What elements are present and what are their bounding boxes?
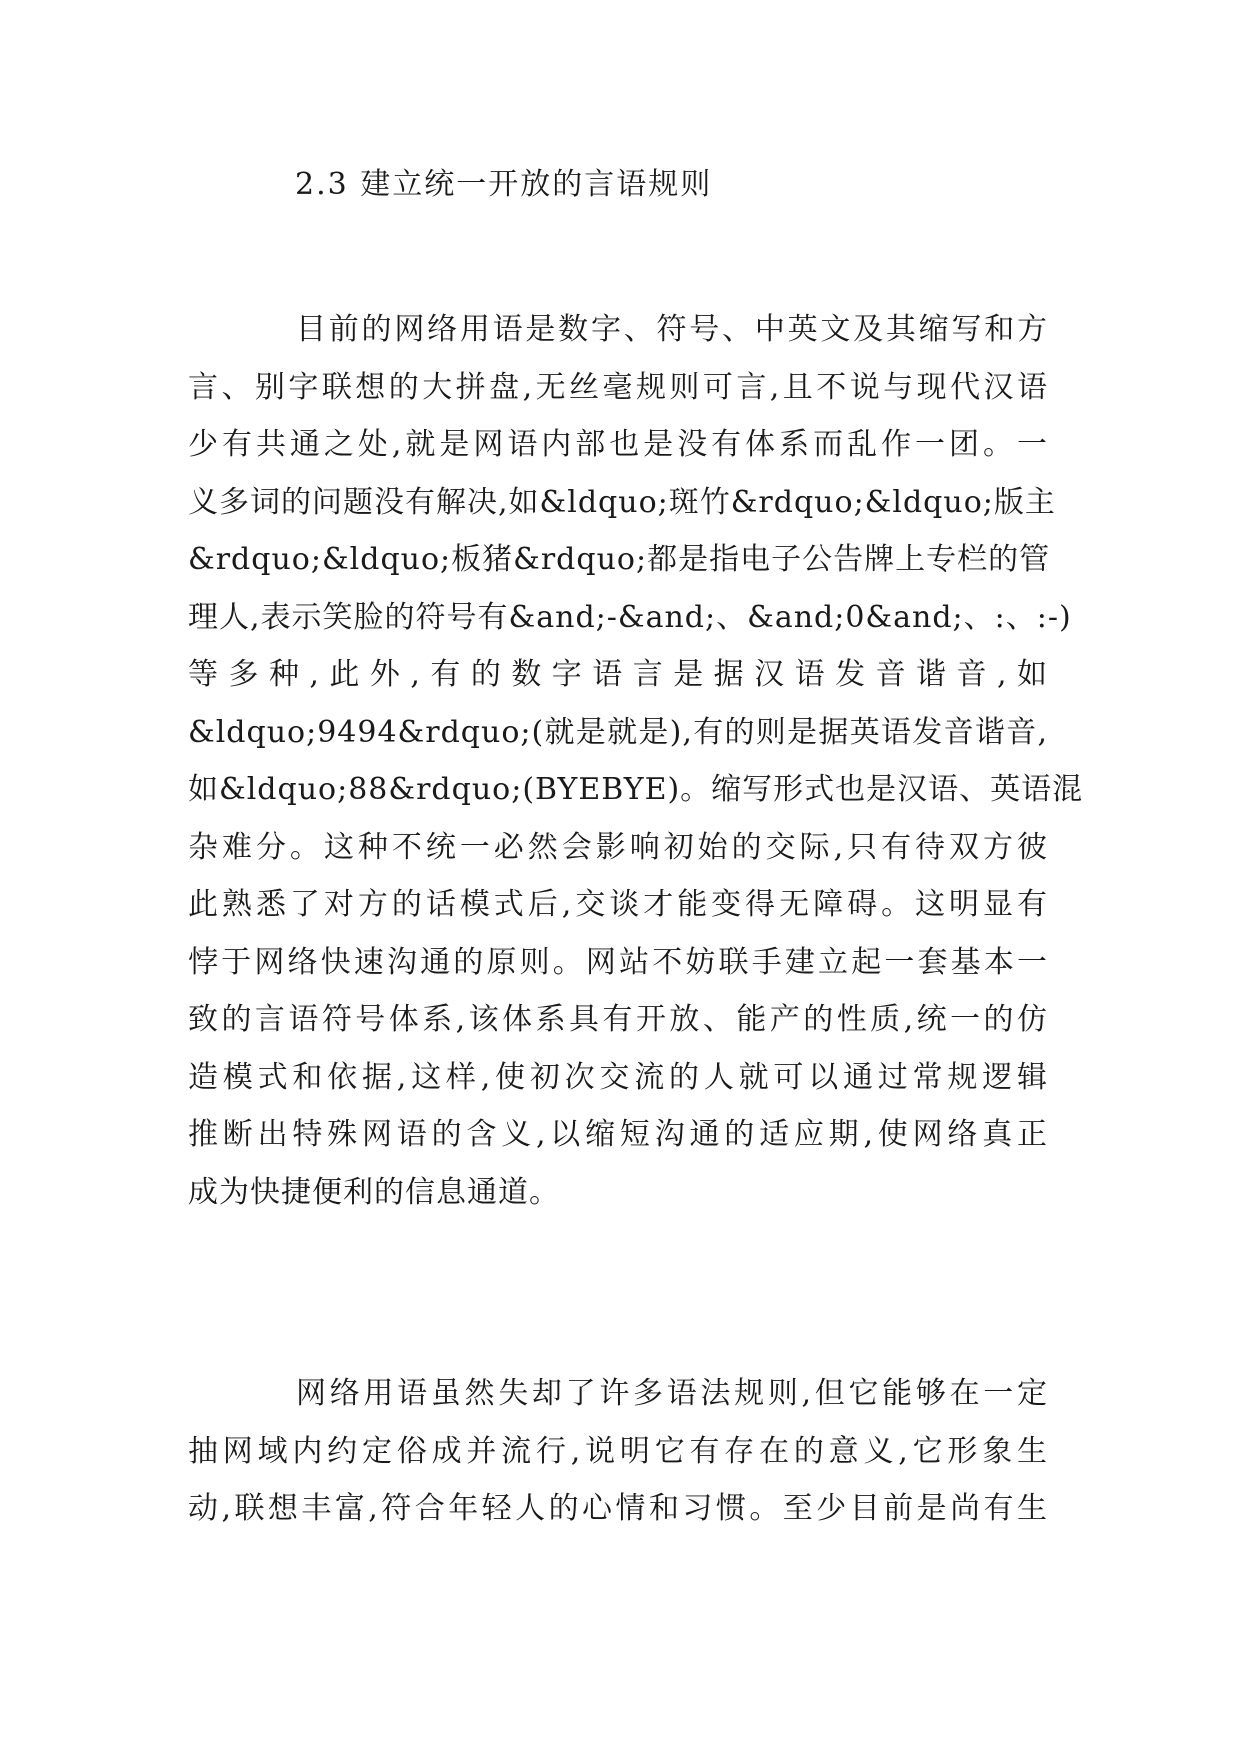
paragraph-1 xyxy=(188,301,1084,1221)
paragraph-line: 目前的网络用语是数字、符号、中英文及其缩写和方 xyxy=(296,312,1048,347)
paragraph-line: 成为快捷便利的信息通道。 xyxy=(188,1174,560,1210)
paragraph-2 xyxy=(188,1365,1048,1538)
paragraph-line: 少有共通之处,就是网语内部也是没有体系而乱作一团。一 xyxy=(188,427,1048,462)
section-heading: 2.3 建立统一开放的言语规则 xyxy=(295,167,713,202)
paragraph-line: 言、别字联想的大拼盘,无丝毫规则可言,且不说与现代汉语 xyxy=(188,369,1048,405)
paragraph-line: 网络用语虽然失却了许多语法规则,但它能够在一定 xyxy=(296,1376,1048,1411)
paragraph-line: 等多种,此外,有的数字语言是据汉语发音谐音,如 xyxy=(188,657,1048,692)
paragraph-line: &rdquo;&ldquo;板猪&rdquo;都是指电子公告牌上专栏的管 xyxy=(188,542,1051,577)
paragraph-line: 动,联想丰富,符合年轻人的心情和习惯。至少目前是尚有生 xyxy=(188,1491,1048,1526)
paragraph-line: 此熟悉了对方的话模式后,交谈才能变得无障碍。这明显有 xyxy=(188,887,1048,922)
paragraph-line: &ldquo;9494&rdquo;(就是就是),有的则是据英语发音谐音, xyxy=(188,714,1048,750)
paragraph-line: 推断出特殊网语的含义,以缩短沟通的适应期,使网络真正 xyxy=(188,1117,1048,1152)
paragraph-line: 造模式和依据,这样,使初次交流的人就可以通过常规逻辑 xyxy=(188,1059,1048,1095)
paragraph-line: 致的言语符号体系,该体系具有开放、能产的性质,统一的仿 xyxy=(188,1002,1048,1037)
paragraph-line: 悖于网络快速沟通的原则。网站不妨联手建立起一套基本一 xyxy=(188,944,1048,980)
paragraph-line: 义多词的问题没有解决,如&ldquo;斑竹&rdquo;&ldquo;版主 xyxy=(188,484,1056,520)
paragraph-line: 理人,表示笑脸的符号有&and;-&and;、&and;0&and;、:、:-) xyxy=(188,599,1072,635)
paragraph-line: 抽网域内约定俗成并流行,说明它有存在的意义,它形象生 xyxy=(188,1433,1048,1469)
paragraph-line: 如&ldquo;88&rdquo;(BYEBYE)。缩写形式也是汉语、英语混 xyxy=(188,772,1084,807)
paragraph-line: 杂难分。这种不统一必然会影响初始的交际,只有待双方彼 xyxy=(188,829,1048,865)
